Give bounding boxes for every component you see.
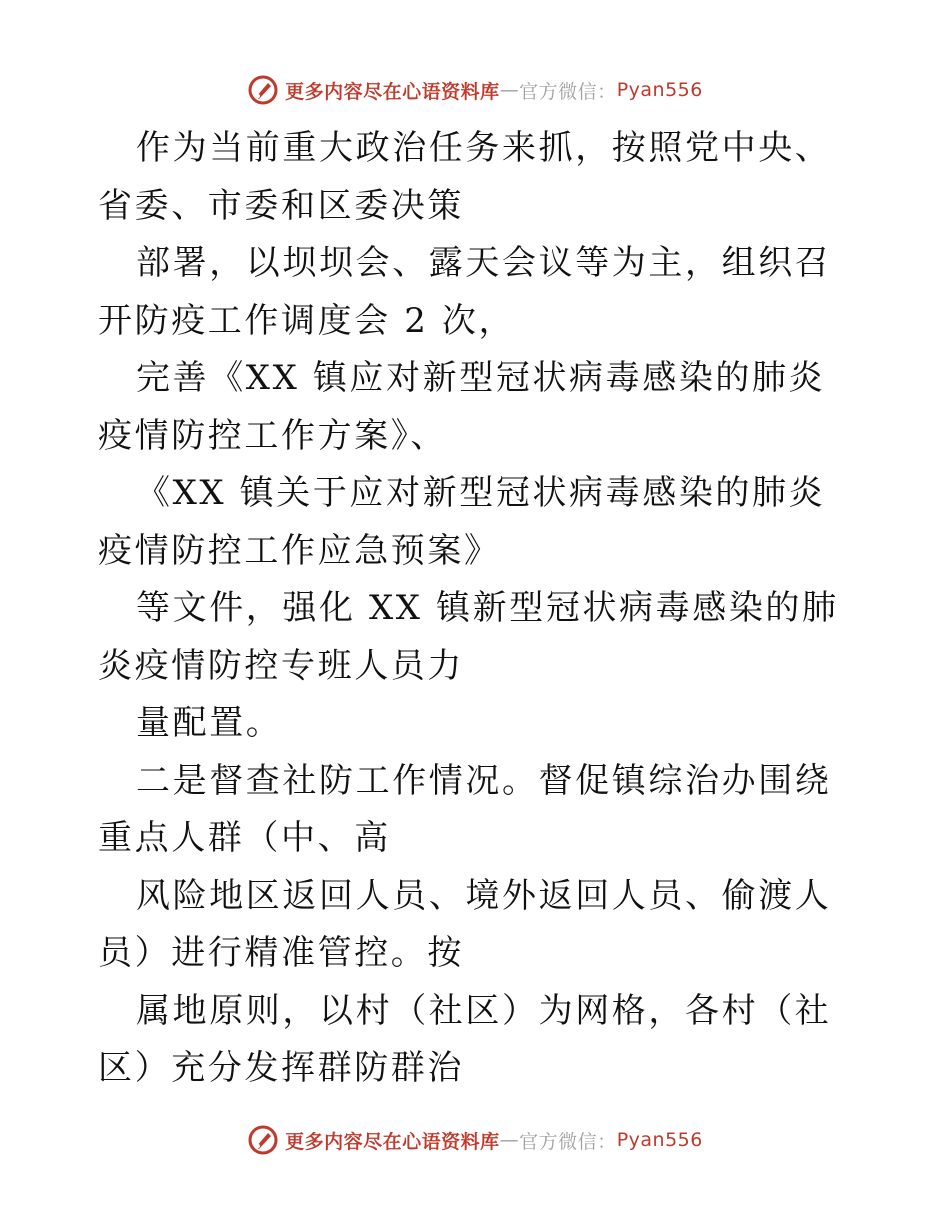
banner-wechat-id: Pyan556 (616, 1129, 703, 1151)
banner-separator: — (499, 1129, 520, 1151)
paragraph: 风险地区返回人员、境外返回人员、偷渡人员）进行精准管控。按 (98, 875, 832, 973)
banner-separator: — (499, 79, 520, 101)
banner-site-name: 更多内容尽在心语资料库 (285, 1130, 500, 1153)
header-banner (0, 70, 950, 110)
banner-wechat-id: Pyan556 (616, 79, 703, 101)
paragraph: 部署，以坝坝会、露天会议等为主，组织召开防疫工作调度会 2 次， (98, 243, 832, 341)
pen-seal-logo-icon (247, 1124, 279, 1156)
paragraph: 等文件，强化 XX 镇新型冠状病毒感染的肺炎疫情防控专班人员力 (98, 588, 839, 686)
document-body (98, 120, 858, 1098)
banner-wechat-label: 官方微信： (519, 1130, 617, 1153)
banner-wechat-label: 官方微信： (519, 80, 617, 103)
pen-seal-logo-icon (247, 74, 279, 106)
paragraph: 二是督查社防工作情况。督促镇综治办围绕重点人群（中、高 (98, 760, 832, 858)
paragraph: 完善《XX 镇应对新型冠状病毒感染的肺炎疫情防控工作方案》、 (98, 358, 826, 456)
paragraph: 作为当前重大政治任务来抓，按照党中央、省委、市委和区委决策 (98, 128, 832, 226)
paragraph: 《XX 镇关于应对新型冠状病毒感染的肺炎疫情防控工作应急预案》 (98, 473, 826, 571)
footer-banner (0, 1120, 950, 1160)
paragraph: 量配置。 (136, 703, 283, 743)
paragraph: 属地原则，以村（社区）为网格，各村（社区）充分发挥群防群治 (98, 990, 832, 1088)
banner-site-name: 更多内容尽在心语资料库 (285, 80, 500, 103)
